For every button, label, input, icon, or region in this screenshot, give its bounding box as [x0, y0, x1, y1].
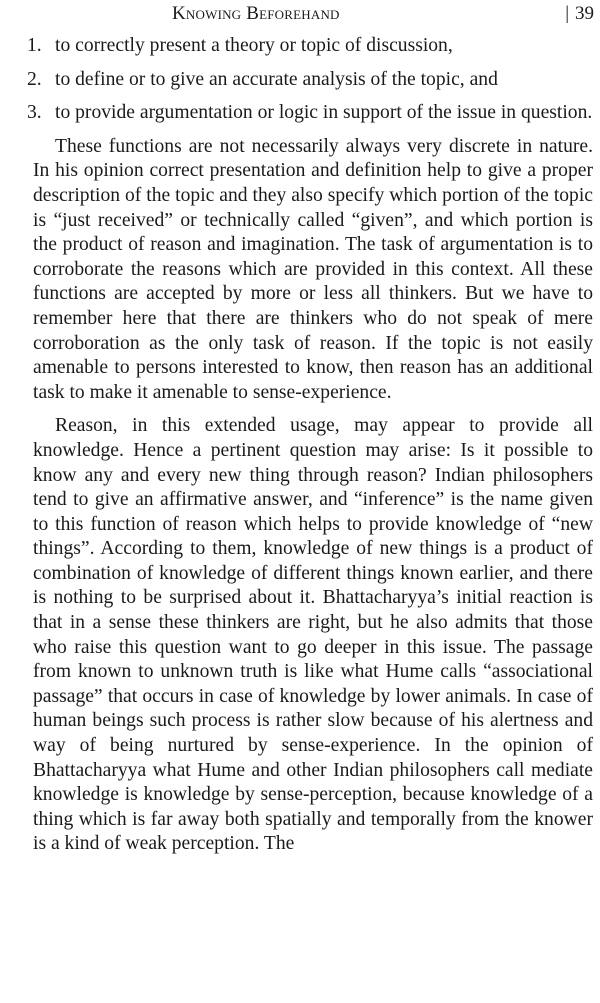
page-number-value: 39 [575, 3, 594, 24]
list-item-text: to provide argumentation or logic in support of the issue in question. [55, 102, 593, 124]
body-text [27, 34, 593, 866]
numbered-list [27, 34, 593, 126]
list-item [27, 34, 593, 59]
running-head [0, 3, 600, 25]
header-separator: | [565, 3, 569, 24]
list-item [27, 68, 593, 93]
page-number [565, 3, 594, 25]
list-item-number: 1. [27, 35, 42, 56]
paragraph: These functions are not necessarily always very discrete in nature. In his opinion correct presentation and definition help to give a proper description of the topic and they also specify which portion of the topic is “just received” or technically called “given”, and which portion is the product of reason and imagination. The task of argumentation is to corroborate the reasons which are provided in this context. All these functions are accepted by more or less all thinkers. But we have to remember here that there are thinkers who do not speak of mere corroboration as the only task of reason. If the topic is not easily amenable to persons interested to know, then reason has an additional task to make it amenable to sense-experience. [33, 135, 593, 403]
list-item [27, 101, 593, 126]
list-item-text: to define or to give an accurate analysis of the topic, and [55, 68, 498, 90]
paragraph: Reason, in this extended usage, may appear to provide all knowledge. Hence a pertinent question may arise: Is it possible to know any and every new thing through reason? Indian philosophers tend to give an affirmative answer, and “inference” is the name given to this function of reason which helps to provide knowledge of “new things”. According to them, knowledge of new things is a product of combination of knowledge of different things known earlier, and there is nothing to be surprised about it. Bhattacharyya’s initial reaction is that in a sense these thinkers are right, but he also admits that those who raise this question want to go deeper in this issue. The passage from known to unknown truth is like what Hume calls “associational passage” that occurs in case of knowledge by lower animals. In case of human beings such process is rather slow because of his alertness and way of being nurtured by sense-experience. In the opinion of Bhattacharyya what Hume and other Indian philosophers call mediate knowledge is knowledge by sense-perception, because knowledge of a thing which is far away both spatially and temporally from the knower is a kind of weak perception. The [33, 415, 593, 855]
running-title: Knowing Beforehand [172, 3, 340, 24]
list-item-text: to correctly present a theory or topic of discussion, [55, 35, 453, 56]
list-item-number: 3. [27, 102, 42, 124]
list-item-number: 2. [27, 68, 42, 90]
